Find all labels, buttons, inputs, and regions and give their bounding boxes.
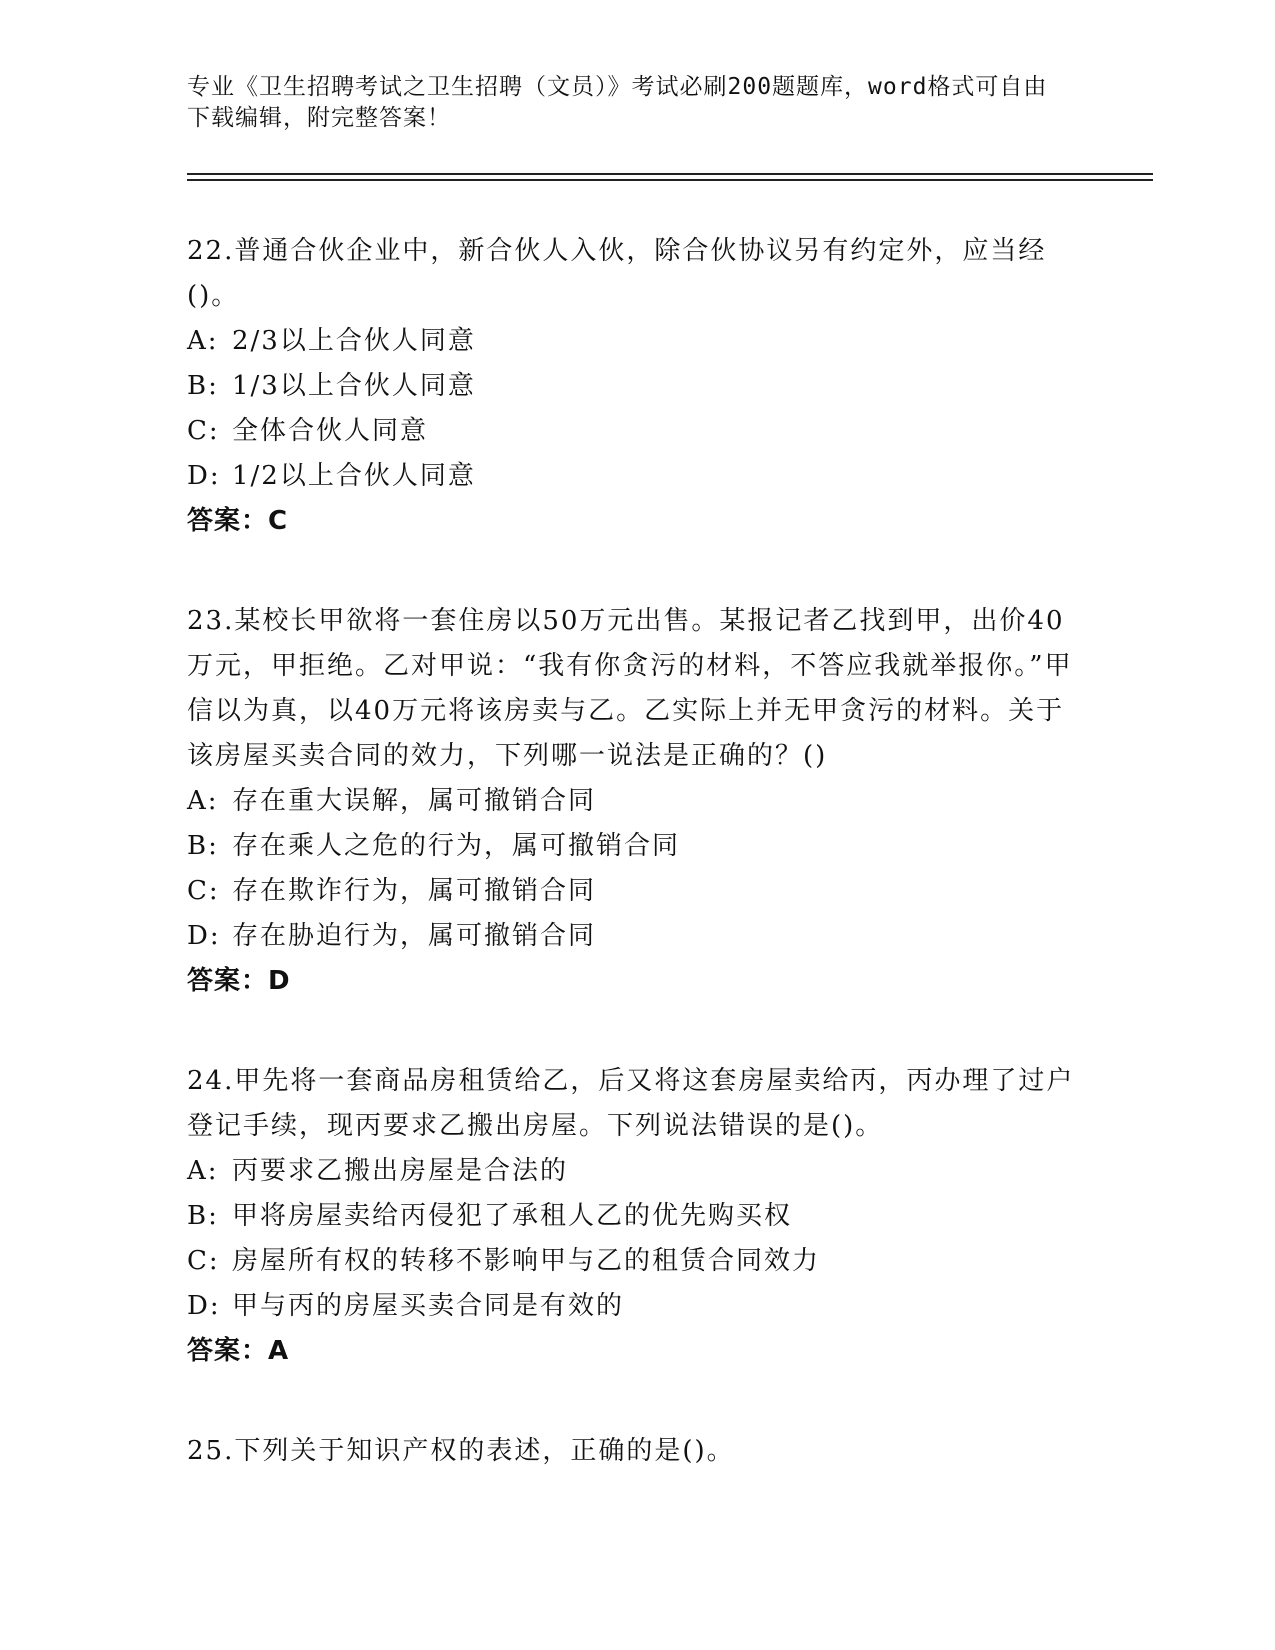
option-b <box>187 364 1087 409</box>
option-text: 房屋所有权的转移不影响甲与乙的租赁合同效力 <box>232 1246 821 1276</box>
question-stem: 22.普通合伙企业中，新合伙人入伙，除合伙协议另有约定外，应当经()。 <box>187 236 1047 311</box>
option-b <box>187 1194 1087 1239</box>
header-divider-top <box>187 173 1153 175</box>
question-22 <box>187 229 1087 544</box>
option-text: 甲将房屋卖给丙侵犯了承租人乙的优先购买权 <box>232 1201 793 1231</box>
question-list <box>187 229 1087 1529</box>
option-letter: D: <box>187 1291 221 1321</box>
option-c <box>187 1239 1087 1284</box>
option-text: 存在胁迫行为，属可撤销合同 <box>232 921 597 951</box>
question-25 <box>187 1429 1087 1474</box>
option-text: 存在欺诈行为，属可撤销合同 <box>232 876 597 906</box>
question-23 <box>187 599 1087 1004</box>
option-text: 丙要求乙搬出房屋是合法的 <box>232 1156 569 1186</box>
option-letter: A: <box>187 786 219 816</box>
option-letter: C: <box>187 876 220 906</box>
option-text: 1/2以上合伙人同意 <box>232 461 476 491</box>
answer-line: 答案：A <box>187 1336 290 1366</box>
option-a <box>187 319 1087 364</box>
option-d <box>187 914 1087 959</box>
option-letter: D: <box>187 461 221 491</box>
option-b <box>187 824 1087 869</box>
option-text: 全体合伙人同意 <box>232 416 429 446</box>
option-letter: B: <box>187 831 219 861</box>
answer-line: 答案：D <box>187 966 291 996</box>
option-d <box>187 1284 1087 1329</box>
option-c <box>187 869 1087 914</box>
header-divider-bottom <box>187 179 1153 181</box>
option-letter: A: <box>187 326 219 356</box>
question-stem: 23.某校长甲欲将一套住房以50万元出售。某报记者乙找到甲，出价40万元，甲拒绝。乙对甲说：“我有你贪污的材料，不答应我就举报你。”甲信以为真，以40万元将该房卖与乙。乙实际上并无甲贪污的材料。关于该房屋买卖合同的效力，下列哪一说法是正确的？() <box>187 606 1073 771</box>
question-stem: 24.甲先将一套商品房租赁给乙，后又将这套房屋卖给丙，丙办理了过户登记手续，现丙要求乙搬出房屋。下列说法错误的是()。 <box>187 1066 1075 1141</box>
option-letter: C: <box>187 1246 220 1276</box>
option-text: 存在乘人之危的行为，属可撤销合同 <box>232 831 681 861</box>
option-letter: B: <box>187 1201 219 1231</box>
option-d <box>187 454 1087 499</box>
option-text: 甲与丙的房屋买卖合同是有效的 <box>232 1291 625 1321</box>
answer-line: 答案：C <box>187 506 289 536</box>
document-header: 专业《卫生招聘考试之卫生招聘（文员）》考试必刷200题题库，word格式可自由下载编辑，附完整答案！ <box>187 74 1048 131</box>
question-24 <box>187 1059 1087 1374</box>
option-text: 1/3以上合伙人同意 <box>232 371 476 401</box>
option-letter: B: <box>187 371 219 401</box>
option-text: 2/3以上合伙人同意 <box>232 326 476 356</box>
option-letter: C: <box>187 416 220 446</box>
option-c <box>187 409 1087 454</box>
option-a <box>187 1149 1087 1194</box>
option-a <box>187 779 1087 824</box>
option-text: 存在重大误解，属可撤销合同 <box>232 786 597 816</box>
option-letter: D: <box>187 921 221 951</box>
option-letter: A: <box>187 1156 219 1186</box>
question-stem: 25.下列关于知识产权的表述，正确的是()。 <box>187 1436 735 1466</box>
